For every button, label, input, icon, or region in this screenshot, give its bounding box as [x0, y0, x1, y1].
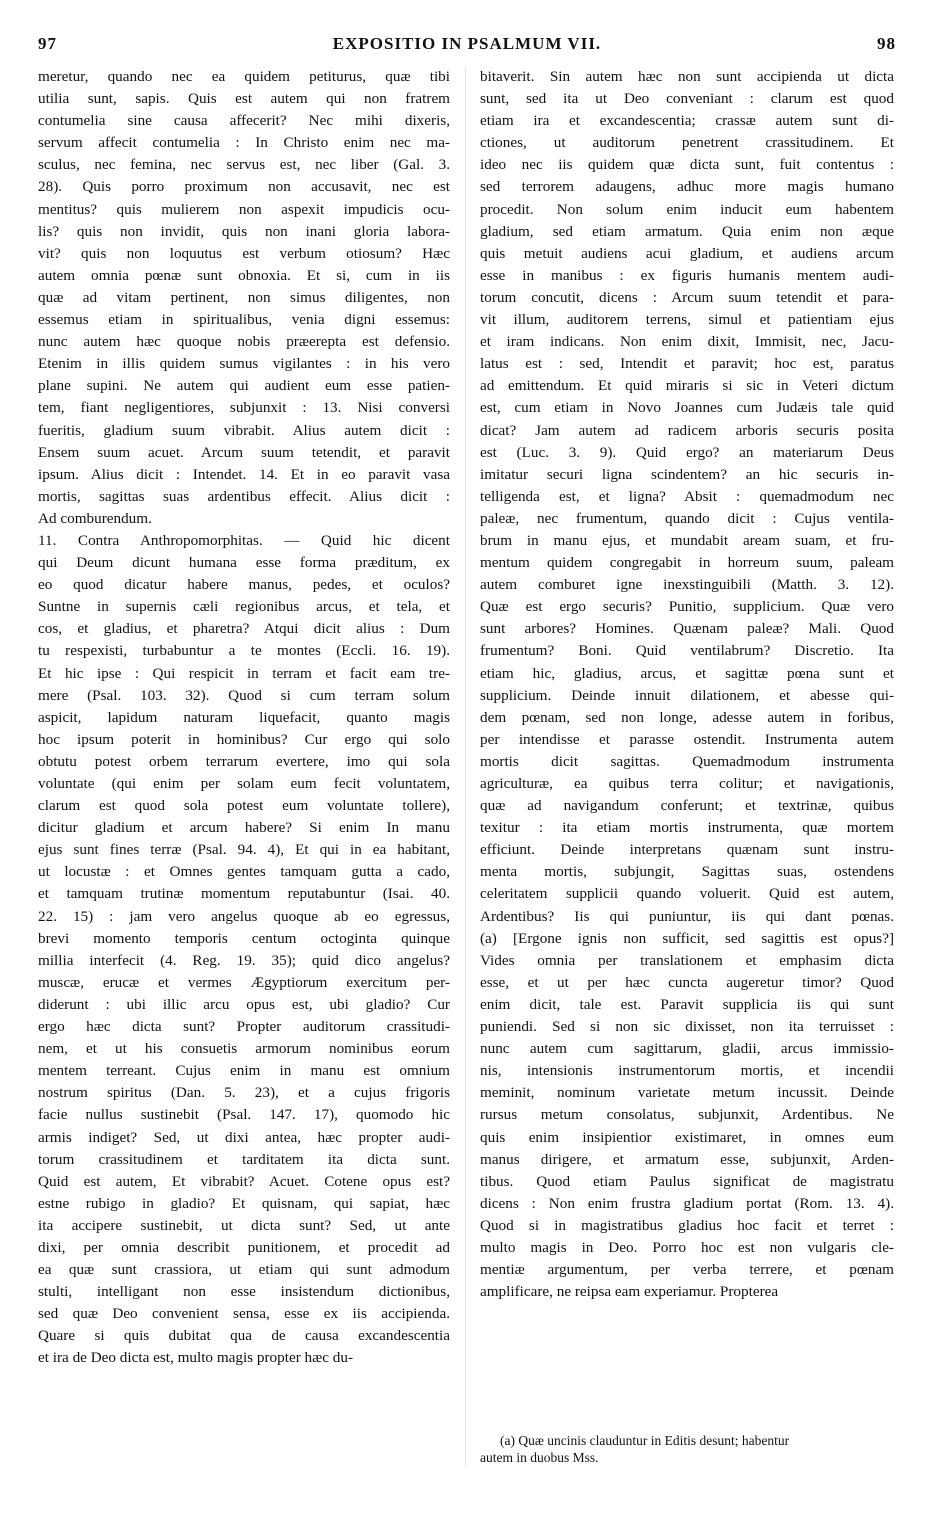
- text-line: telligenda est, et ligna? Absit : quemadmodum nec: [480, 487, 894, 505]
- text-line: ea quæ sunt crassiora, ut etiam qui sunt admodum: [38, 1261, 450, 1279]
- text-line: 11. Contra Anthropomorphitas. — Quid hic dicent: [38, 531, 450, 549]
- text-line: enim dicit, tale est. Paravit supplicia iis qui sunt: [480, 995, 894, 1013]
- text-line: ergo hæc dicta sunt? Propter auditorum crassitudi-: [38, 1018, 450, 1036]
- text-line: per intendisse et parasse ostendit. Instrumenta autem: [480, 730, 894, 748]
- text-line: esse, et ut per hæc cuncta augeretur timor? Quod: [480, 973, 894, 991]
- text-line: stulti, intelligant non esse insistendum dictionibus,: [38, 1283, 450, 1301]
- text-line: quis enim insipientior existimaret, in omnes eum: [480, 1128, 894, 1146]
- text-line: nunc autem cum sagittarum, gladii, arcus immissio-: [480, 1040, 894, 1058]
- text-line: (a) [Ergone ignis non sufficit, sed sagittis est opus?]: [480, 929, 894, 947]
- text-line: dicitur gladium et arcum habere? Si enim In manu: [38, 819, 450, 837]
- text-line: imitatur securi ligna scindentem? an hic securis in-: [480, 465, 894, 483]
- text-line: mortis dicit sagittas. Quemadmodum instrumenta: [480, 752, 894, 770]
- text-line: mentem terreant. Cujus enim in manu est omnium: [38, 1062, 450, 1080]
- text-line: et ira de Deo dicta est, multo magis propter hæc du-: [38, 1349, 354, 1367]
- text-line: quis metuit audiens acui gladium, et audiens arcum: [480, 244, 894, 262]
- text-line: tu respexisti, turbabuntur a te montes (Eccli. 16. 19).: [38, 642, 450, 660]
- text-line: nem, et ut his consuetis armorum nominibus eorum: [38, 1040, 450, 1058]
- text-line: est (Luc. 3. 9). Quid ergo? an materiarum Deus: [480, 443, 894, 461]
- text-line: tem, fiant negligentiores, subjunxit : 13. Nisi conversi: [38, 399, 450, 417]
- text-line: menta mortis, subjungit, Sagittas suas, ostendens: [480, 863, 894, 881]
- text-line: amplificare, ne reipsa eam experiamur. Propterea: [480, 1283, 779, 1301]
- text-line: sunt arbores? Homines. Quænam paleæ? Mali. Quod: [480, 620, 894, 638]
- text-line: etiam ira et excandescentia; crassæ autem sunt di-: [480, 112, 894, 130]
- text-line: hoc ipsum poterit in hominibus? Cur ergo qui solo: [38, 730, 450, 748]
- text-line: manus dirigere, et armatum esse, subjunxit, Arden-: [480, 1150, 894, 1168]
- text-line: Quare si quis dubitat qua de causa excandescentia: [38, 1327, 450, 1345]
- text-line: Etenim in illis quidem sumus vigilantes : in his vero: [38, 355, 450, 373]
- text-line: et tamquam trutinæ momentum reputabuntur (Isai. 40.: [38, 885, 450, 903]
- text-line: dem pœnam, sed non longe, adesse autem in foribus,: [480, 708, 894, 726]
- text-line: sculus, nec femina, nec servus est, nec liber (Gal. 3.: [38, 156, 450, 174]
- text-line: qui Deum dicunt humana esse forma præditum, ex: [38, 554, 450, 572]
- text-line: sed quæ Deo convenient sensa, esse ex iis accipienda.: [38, 1305, 450, 1323]
- right-text-column: [480, 66, 894, 1486]
- left-text-column: [38, 66, 450, 1486]
- text-line: obtutu potest orbem terrarum evertere, imo qui sola: [38, 752, 450, 770]
- text-line: armis indiget? Sed, ut dixi antea, hæc propter audi-: [38, 1128, 450, 1146]
- text-line: etiam hic, gladius, arcus, et sagittæ pœna sunt et: [480, 664, 894, 682]
- text-line: ejus sunt fines terræ (Psal. 94. 4), Et qui in ea habitant,: [38, 841, 450, 859]
- text-line: dicat? Jam autem ad radicem arboris securis posita: [480, 421, 894, 439]
- text-line: contumelia sine causa affecerit? Nec mihi dixeris,: [38, 112, 450, 130]
- text-line: Ensem suum acuet. Arcum suum tetendit, et paravit: [38, 443, 450, 461]
- text-line: vit illum, auditorem terrens, simul et patientiam ejus: [480, 311, 894, 329]
- text-line: servum affecit contumelia : In Christo enim nec ma-: [38, 134, 450, 152]
- text-line: frumentum? Boni. Quid ventilabrum? Discretio. Ita: [480, 642, 894, 660]
- text-line: Ad comburendum.: [38, 509, 152, 527]
- text-line: dicens : Non enim frustra gladium portat (Rom. 13. 4).: [480, 1194, 894, 1212]
- text-line: autem comburet igne inexstinguibili (Matth. 3. 12).: [480, 576, 894, 594]
- text-line: brum in manu ejus, et mundabit aream suam, et fru-: [480, 531, 894, 549]
- text-line: bitaverit. Sin autem hæc non sunt accipienda ut dicta: [480, 68, 894, 85]
- text-line: multo magis in Deo. Porro hoc est non vulgaris cle-: [480, 1238, 894, 1256]
- text-line: voluntate (qui enim per solam eum fecit voluntatem,: [38, 775, 450, 792]
- text-line: Suntne in supernis cæli regionibus arcus, et tela, et: [38, 598, 450, 616]
- column-divider: [465, 66, 466, 1466]
- text-line: diderunt : ubi illic arcu opus est, ubi gladio? Cur: [38, 995, 450, 1013]
- text-line: estne rubigo in gladio? Et quisnam, qui sapiat, hæc: [38, 1194, 450, 1212]
- text-line: ita accipere sustinebit, ut dicta sunt? Sed, ut ante: [38, 1216, 450, 1234]
- text-line: plane supini. Ne autem qui audient eum esse patien-: [38, 377, 450, 395]
- text-line: Quid est autem, Et vibrabit? Acuet. Cotene opus est?: [38, 1172, 450, 1190]
- text-line: tibus. Quod etiam Paulus significat de magistratu: [480, 1172, 894, 1190]
- text-line: meminit, nominum varietate metum incussit. Deinde: [480, 1084, 894, 1102]
- text-line: efficiunt. Deinde interpretans quænam sunt instru-: [480, 841, 894, 859]
- text-line: supplicium. Deinde innuit dilationem, et abesse qui-: [480, 686, 894, 704]
- text-line: agriculturæ, ea quibus terra colitur; et navigationis,: [480, 775, 894, 792]
- footnote-line: (a) Quæ uncinis clauduntur in Editis desunt; habentur: [500, 1433, 790, 1448]
- text-line: sunt, sed ita ut Deo conveniant : clarum est quod: [480, 90, 894, 108]
- text-line: mortis, sagittas suas ardentibus effecit. Alius dicit :: [38, 487, 450, 505]
- text-line: puniendi. Sed si non sic dixisset, non ita terruisset :: [480, 1018, 894, 1036]
- text-line: est, cum etiam in Novo Joannes cum Judæis tale quid: [480, 399, 894, 417]
- text-line: quæ ad vitam pertinent, non simus diligentes, non: [38, 288, 450, 306]
- text-line: millia interfecit (4. Reg. 19. 35); quid dico angelus?: [38, 951, 450, 969]
- footnote-line: autem in duobus Mss.: [480, 1450, 599, 1465]
- text-line: meretur, quando nec ea quidem petiturus, quæ tibi: [38, 68, 450, 85]
- text-line: torum concutit, dicens : Arcum suum tetendit et para-: [480, 288, 894, 306]
- text-line: muscæ, erucæ et vermes Ægyptiorum exercitum per-: [38, 973, 450, 991]
- text-line: mentum quidem congregabit in horreum suum, paleam: [480, 554, 894, 572]
- text-line: facie nullus sustinebit (Psal. 147. 17), quomodo hic: [38, 1106, 450, 1124]
- text-line: mentitus? quis mulierem non aspexit impudicis ocu-: [38, 200, 450, 218]
- text-line: utilia sunt, sapis. Quis est autem qui non fratrem: [38, 90, 450, 108]
- running-title: EXPOSITIO IN PSALMUM VII.: [332, 34, 602, 53]
- text-line: 22. 15) : jam vero angelus quoque ab eo egressus,: [38, 907, 450, 925]
- page-number-left: 97: [38, 34, 57, 53]
- text-line: latus est : sed, Intendit et paravit; hoc est, paratus: [480, 355, 894, 373]
- text-line: autem omnia pœnæ sunt obnoxia. Et si, cum in iis: [38, 266, 450, 284]
- text-line: clarum est quod sola potest eum voluntate tollere),: [38, 797, 450, 815]
- text-line: nis, intensionis instrumentorum mortis, et incendii: [480, 1062, 894, 1080]
- text-line: 28). Quis porro proximum non accusavit, nec est: [38, 178, 450, 196]
- text-line: rursus metum consolatus, subjunxit, Ardentibus. Ne: [480, 1106, 894, 1124]
- text-line: Quæ est ergo securis? Punitio, supplicium. Quæ vero: [480, 598, 894, 616]
- text-line: ctiones, ut auditorum penetrent crassitudinem. Et: [480, 134, 894, 152]
- text-line: celeritatem supplicii quando voluerit. Quid est autem,: [480, 885, 894, 903]
- text-line: mentiæ argumentum, per verba terrere, et pœnam: [480, 1261, 894, 1279]
- text-line: nostrum spiritus (Dan. 5. 23), et a cujus frigoris: [38, 1084, 450, 1102]
- text-line: ad emittendum. Et quid miraris si sic in Veteri dictum: [480, 377, 894, 395]
- text-line: essemus etiam in spiritualibus, venia digni essemus:: [38, 311, 450, 329]
- text-line: texitur : ita etiam mortis instrumenta, quæ mortem: [480, 819, 894, 837]
- text-line: gladium, sed etiam armatum. Quia enim non æque: [480, 222, 894, 240]
- page-header: [38, 34, 896, 60]
- text-line: Vides omnia per translationem et emphasim dicta: [480, 951, 894, 969]
- text-line: paleæ, nec frumentum, quando dicit : Cujus ventila-: [480, 509, 894, 527]
- text-line: brevi momento temporis centum octoginta quinque: [38, 929, 450, 947]
- text-line: et iram indicans. Non enim dixit, Immisit, nec, Jacu-: [480, 333, 894, 351]
- text-line: ipsum. Alius dicit : Intendet. 14. Et in eo paravit vasa: [38, 465, 450, 483]
- text-line: cos, et gladius, et pharetra? Atqui dicit alius : Dum: [38, 620, 450, 638]
- text-line: nunc autem hæc quoque nobis præerepta est defensio.: [38, 333, 450, 351]
- text-line: esse in manibus : ex figuris humanis mentem audi-: [480, 266, 894, 284]
- text-line: fueritis, gladium suum vibrabit. Alius autem dicit :: [38, 421, 450, 439]
- text-line: lis? quis non invidit, quis non inani gloria labora-: [38, 222, 450, 240]
- text-line: Quod si in magistratibus gladius hoc facit et terret :: [480, 1216, 894, 1234]
- text-line: ut locustæ : et Omnes gentes tamquam gutta a cado,: [38, 863, 450, 881]
- text-line: vit? quis non loquutus est verbum otiosum? Hæc: [38, 244, 450, 262]
- text-line: quæ ad navigandum conferunt; et textrinæ, quibus: [480, 797, 894, 815]
- text-line: mere (Psal. 103. 32). Quod si cum terram solum: [38, 686, 450, 704]
- text-line: torum crassitudinem et tarditatem ita dicta sunt.: [38, 1150, 450, 1168]
- text-line: eo quod dicatur habere manus, pedes, et oculos?: [38, 576, 450, 594]
- text-line: procedit. Non solum enim inducit eum habentem: [480, 200, 894, 218]
- text-line: dixi, per omnia describit punitionem, et procedit ad: [38, 1238, 450, 1256]
- footnote: [480, 1432, 894, 1466]
- text-line: Et hic ipse : Qui respicit in terram et facit eam tre-: [38, 664, 450, 682]
- text-line: aspicit, lapidum naturam liquefacit, quanto magis: [38, 708, 450, 726]
- text-line: sed terrorem adaugens, adhuc more magis humano: [480, 178, 894, 196]
- text-line: ideo nec iis quidem quæ dicta sunt, fuit contentus :: [480, 156, 894, 174]
- text-line: Ardentibus? Iis qui puniuntur, iis qui dant pœnas.: [480, 907, 894, 925]
- page-number-right: 98: [877, 34, 896, 53]
